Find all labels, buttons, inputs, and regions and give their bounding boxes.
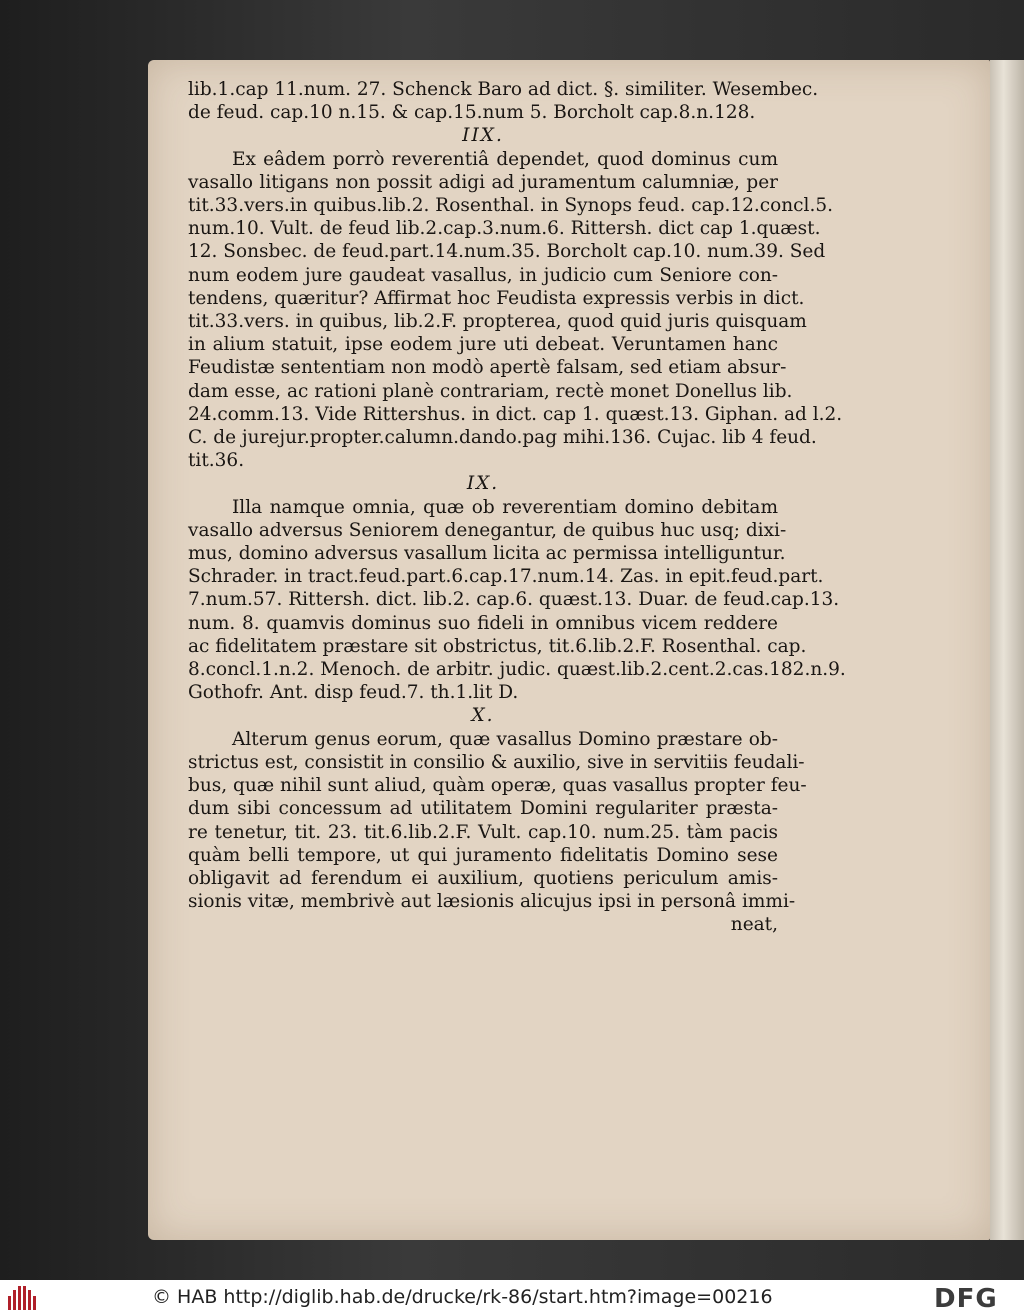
text-line: strictus est, consistit in consilio & auxilio, sive in servitiis feudali- [188, 751, 805, 773]
text-line: tendens, quæritur? Affirmat hoc Feudista expressis verbis in dict. [188, 287, 805, 309]
text-line: mus, domino adversus vasallum licita ac permissa intelliguntur. [188, 543, 786, 565]
text-line: 7.num.57. Rittersh. dict. lib.2. cap.6. quæst.13. Duar. de feud.cap.13. [188, 589, 840, 611]
text-line: obligavit ad ferendum ei auxilium, quotiens periculum amis- [188, 867, 778, 889]
text-line: num. 8. quamvis dominus suo fideli in omnibus vicem reddere [188, 612, 778, 634]
text-line: tit.33.vers.in quibus.lib.2. Rosenthal. in Synops feud. cap.12.concl.5. [188, 195, 833, 217]
text-line: de feud. cap.10 n.15. & cap.15.num 5. Borcholt cap.8.n.128. [188, 102, 756, 124]
text-line: Gothofr. Ant. disp feud.7. th.1.lit D. [188, 682, 519, 704]
section-heading: IX. [466, 473, 500, 495]
text-line: re tenetur, tit. 23. tit.6.lib.2.F. Vult. cap.10. num.25. tàm pacis [188, 821, 778, 843]
section-heading: IIX. [462, 125, 504, 147]
page-text [188, 78, 846, 937]
text-line: Feudistæ sententiam non modò apertè falsam, sed etiam absur- [188, 357, 787, 379]
text-line: vasallo adversus Seniorem denegantur, de quibus huc usq; dixi- [188, 519, 787, 541]
text-line: sionis vitæ, membrivè aut læsionis alicujus ipsi in personâ immi- [188, 891, 796, 913]
section-heading: X. [471, 705, 495, 727]
text-line: tit.33.vers. in quibus, lib.2.F. propterea, quod quid juris quisquam [188, 311, 807, 333]
text-line: C. de jurejur.propter.calumn.dando.pag mihi.136. Cujac. lib 4 feud. [188, 427, 817, 449]
hab-logo-icon [8, 1286, 42, 1310]
text-line: 12. Sonsbec. de feud.part.14.num.35. Borcholt cap.10. num.39. Sed [188, 241, 826, 263]
text-line: neat, [730, 914, 778, 936]
text-line: dum sibi concessum ad utilitatem Domini regulariter præsta- [188, 798, 778, 820]
text-line: num.10. Vult. de feud lib.2.cap.3.num.6. Rittersh. dict cap 1.quæst. [188, 218, 821, 240]
book-edge [990, 60, 1024, 1240]
text-line: Alterum genus eorum, quæ vasallus Domino præstare ob- [232, 728, 778, 750]
text-line: quàm belli tempore, ut qui juramento fidelitatis Domino sese [188, 844, 778, 866]
text-line: ac fidelitatem præstare sit obstrictus, tit.6.lib.2.F. Rosenthal. cap. [188, 635, 807, 657]
dfg-logo: DFG [934, 1284, 998, 1314]
text-line: dam esse, ac rationi planè contrariam, rectè monet Donellus lib. [188, 380, 793, 402]
text-line: in alium statuit, ipse eodem jure uti debeat. Veruntamen hanc [188, 334, 778, 356]
text-line: 8.concl.1.n.2. Menoch. de arbitr. judic. quæst.lib.2.cent.2.cas.182.n.9. [188, 659, 846, 681]
text-line: bus, quæ nihil sunt aliud, quàm operæ, quas vasallus propter feu- [188, 775, 807, 797]
text-line: num eodem jure gaudeat vasallus, in judicio cum Seniore con- [188, 264, 778, 286]
text-line: Illa namque omnia, quæ ob reverentiam domino debitam [232, 496, 778, 518]
copyright-link[interactable]: © HAB http://diglib.hab.de/drucke/rk-86/start.htm?image=00216 [152, 1286, 773, 1308]
text-line: Schrader. in tract.feud.part.6.cap.17.num.14. Zas. in epit.feud.part. [188, 566, 824, 588]
footer-bar [0, 1280, 1024, 1316]
text-line: lib.1.cap 11.num. 27. Schenck Baro ad dict. §. similiter. Wesembec. [188, 79, 819, 100]
text-line: 24.comm.13. Vide Rittershus. in dict. cap 1. quæst.13. Giphan. ad l.2. [188, 403, 843, 425]
text-line: vasallo litigans non possit adigi ad juramentum calumniæ, per [188, 171, 778, 193]
text-line: Ex eâdem porrò reverentiâ dependet, quod dominus cum [232, 148, 778, 170]
text-line: tit.36. [188, 450, 245, 472]
